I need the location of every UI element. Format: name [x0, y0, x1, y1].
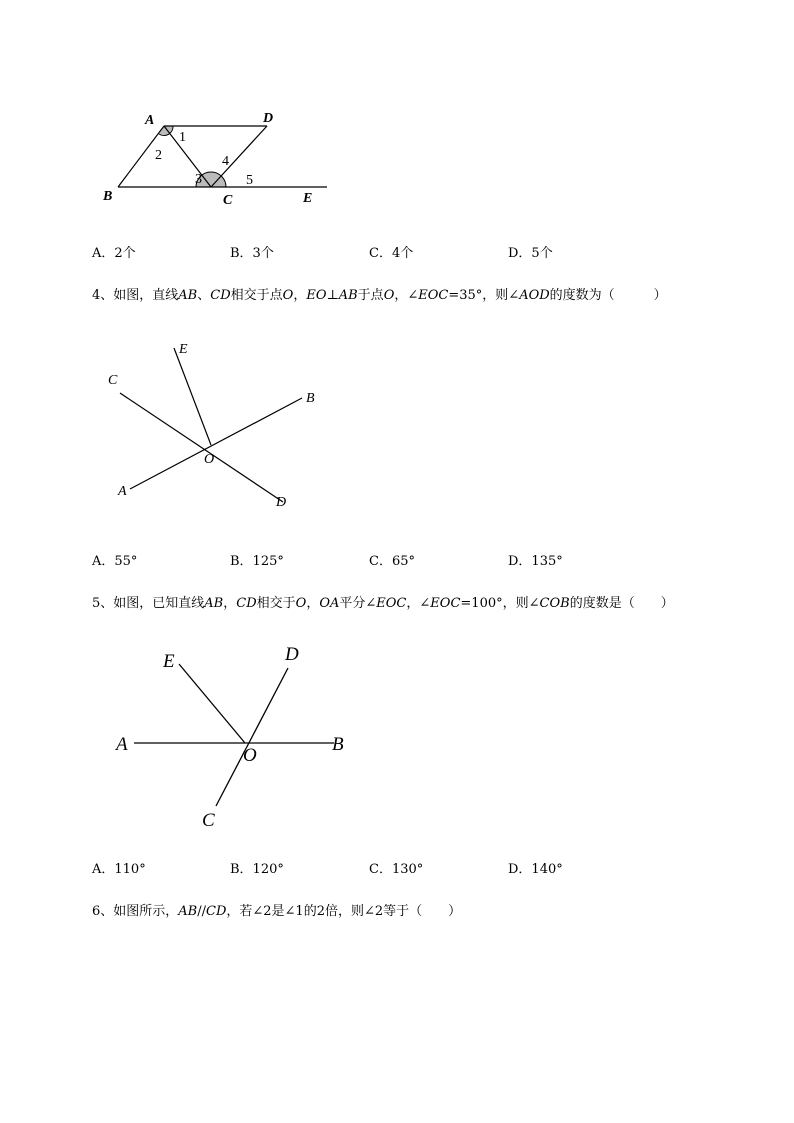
label-o: O: [204, 452, 215, 467]
ray-oe: [179, 664, 245, 743]
diagonal-ac: [164, 126, 211, 187]
q5-option-a[interactable]: A．110°: [92, 862, 146, 877]
q3-options: [92, 242, 692, 262]
question-4-stem: 4、如图，直线AB、CD相交于点O，EO⊥AB于点O，∠EOC=35°，则∠AOD的度数为（ ）: [92, 288, 667, 303]
line-ab: [130, 398, 302, 489]
q3-option-d[interactable]: D．5个: [508, 246, 553, 261]
label-e: E: [163, 651, 175, 672]
q4-option-c[interactable]: C．65°: [369, 554, 415, 569]
q5-option-c[interactable]: C．130°: [369, 862, 424, 877]
label-d: D: [276, 495, 287, 510]
q3-option-b[interactable]: B．3个: [230, 246, 274, 261]
label-e: E: [303, 191, 313, 206]
q5-option-d[interactable]: D．140°: [508, 862, 563, 877]
figure-intersecting-lines: [100, 335, 330, 515]
q5-options: [92, 858, 692, 878]
angle-label-3: 3: [195, 172, 202, 187]
question-5-stem: 5、如图，已知直线AB，CD相交于O，OA平分∠EOC，∠EOC=100°，则∠COB的度数是（ ）: [92, 596, 674, 611]
label-o: O: [243, 745, 257, 766]
label-d: D: [263, 111, 274, 126]
label-c: C: [108, 373, 118, 388]
label-c: C: [223, 193, 233, 208]
q3-option-a[interactable]: A．2个: [92, 246, 136, 261]
angle-label-5: 5: [246, 173, 253, 188]
q5-option-b[interactable]: B．120°: [230, 862, 284, 877]
angle-label-1: 1: [179, 130, 186, 145]
label-d: D: [285, 644, 299, 665]
q4-option-a[interactable]: A．55°: [92, 554, 138, 569]
angle-label-4: 4: [222, 154, 229, 169]
q4-options: [92, 550, 692, 570]
q3-option-c[interactable]: C．4个: [369, 246, 414, 261]
label-b: B: [103, 189, 113, 204]
angle-label-2: 2: [155, 148, 162, 163]
label-b: B: [332, 734, 344, 755]
label-a: A: [118, 484, 127, 499]
label-e: E: [179, 342, 188, 357]
q4-option-d[interactable]: D．135°: [508, 554, 563, 569]
question-6-stem: 6、如图所示，AB//CD，若∠2是∠1的2倍，则∠2等于（ ）: [92, 904, 462, 919]
ray-oe: [174, 348, 211, 445]
line-cd: [216, 668, 288, 806]
label-c: C: [202, 810, 215, 831]
segment-dc: [211, 126, 267, 187]
figure-angle-bisector: [110, 640, 360, 835]
line-cd: [120, 393, 283, 502]
q4-option-b[interactable]: B．125°: [230, 554, 284, 569]
label-a: A: [116, 734, 128, 755]
label-a: A: [145, 113, 155, 128]
label-b: B: [306, 391, 315, 406]
figure-parallelogram: [95, 105, 335, 215]
